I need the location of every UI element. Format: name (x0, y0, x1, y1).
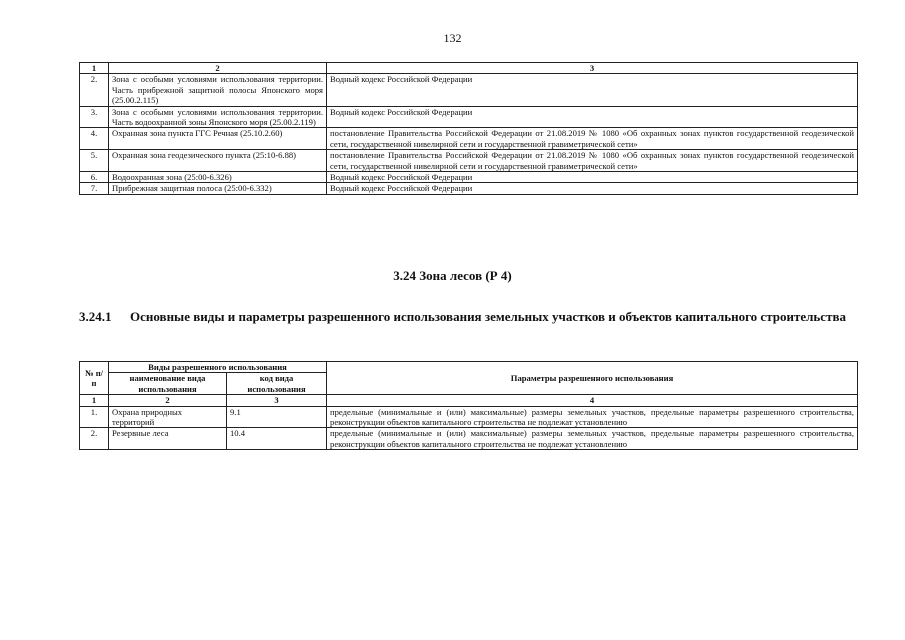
legal-basis: Водный кодекс Российской Федерации (327, 172, 858, 183)
legal-basis: постановление Правительства Российской Федерации от 21.08.2019 № 1080 «Об охранных зонах пунктов государственной геодезической сети, государственной нивелирной сети и государственной гравиметрической сети» (327, 128, 858, 150)
column-index: 1 (80, 63, 109, 74)
column-index: 3 (227, 395, 327, 406)
header-row-number: № п/п (80, 362, 109, 395)
use-name: Охрана природных территорий (109, 406, 227, 428)
row-number: 5. (80, 150, 109, 172)
row-number: 7. (80, 183, 109, 194)
zone-name: Зона с особыми условиями использования территории. Часть водоохранной зоны Японского моря (25.00.2.119) (109, 106, 327, 128)
column-index: 4 (327, 395, 858, 406)
subsection-heading (79, 309, 869, 325)
header-parameters: Параметры разрешенного использования (327, 362, 858, 395)
zone-name: Зона с особыми условиями использования территории. Часть прибрежной защитной полосы Японского моря (25.00.2.115) (109, 74, 327, 106)
legal-basis: Водный кодекс Российской Федерации (327, 74, 858, 106)
table-header-row (80, 362, 858, 373)
legal-basis: Водный кодекс Российской Федерации (327, 183, 858, 194)
table-row (80, 428, 858, 450)
table-row (80, 106, 858, 128)
table-row (80, 172, 858, 183)
row-number: 3. (80, 106, 109, 128)
use-parameters: предельные (минимальные и (или) максимальные) размеры земельных участков, предельные параметры разрешенного строительства, реконструкции объектов капитального строительства не подлежат установлению (327, 406, 858, 428)
table-row (80, 150, 858, 172)
table-row (80, 183, 858, 194)
permitted-use-table (79, 361, 858, 450)
row-number: 1. (80, 406, 109, 428)
table-header-row (80, 63, 858, 74)
row-number: 4. (80, 128, 109, 150)
row-number: 6. (80, 172, 109, 183)
table-row (80, 406, 858, 428)
zones-table (79, 62, 858, 195)
row-number: 2. (80, 428, 109, 450)
legal-basis: постановление Правительства Российской Федерации от 21.08.2019 № 1080 «Об охранных зонах пунктов государственной геодезической сети, государственной нивелирной сети и государственной гравиметрической сети» (327, 150, 858, 172)
zone-name: Охранная зона геодезического пункта (25:10-6.88) (109, 150, 327, 172)
column-index: 3 (327, 63, 858, 74)
use-code: 9.1 (227, 406, 327, 428)
table-row (80, 74, 858, 106)
zone-name: Прибрежная защитная полоса (25:00-6.332) (109, 183, 327, 194)
use-code: 10.4 (227, 428, 327, 450)
row-number: 2. (80, 74, 109, 106)
column-index: 2 (109, 63, 327, 74)
column-index: 1 (80, 395, 109, 406)
header-use-code: код вида использования (227, 373, 327, 395)
page-number: 132 (443, 31, 462, 45)
column-index: 2 (109, 395, 227, 406)
zone-name: Водоохранная зона (25:00-6.326) (109, 172, 327, 183)
header-use-types: Виды разрешенного использования (109, 362, 327, 373)
use-parameters: предельные (минимальные и (или) максимальные) размеры земельных участков, предельные параметры разрешенного строительства, реконструкции объектов капитального строительства не подлежат установлению (327, 428, 858, 450)
table-row (80, 128, 858, 150)
zone-name: Охранная зона пункта ГГС Речная (25.10.2.60) (109, 128, 327, 150)
table-index-row (80, 395, 858, 406)
section-heading: 3.24 Зона лесов (Р 4) (393, 268, 512, 283)
legal-basis: Водный кодекс Российской Федерации (327, 106, 858, 128)
subsection-number: 3.24.1 (79, 309, 112, 324)
subsection-title: Основные виды и параметры разрешенного использования земельных участков и объектов капитального строительства (130, 309, 846, 324)
use-name: Резервные леса (109, 428, 227, 450)
header-use-name: наименование вида использования (109, 373, 227, 395)
